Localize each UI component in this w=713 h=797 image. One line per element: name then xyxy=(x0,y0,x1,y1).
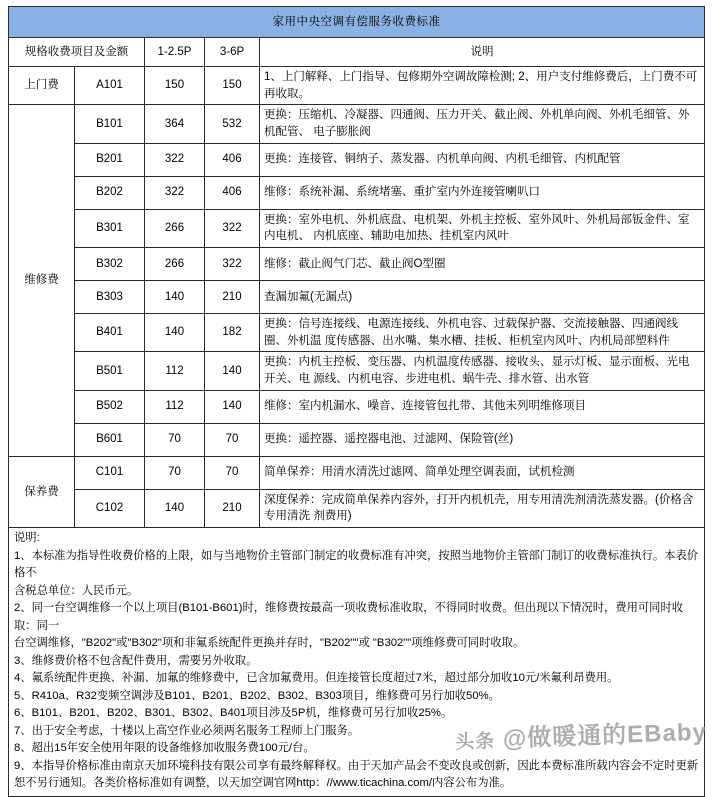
watermark-handle: @做暖通的EBaby xyxy=(502,718,708,753)
item-code: B601 xyxy=(75,423,145,456)
note-line-1: 2、同一台空调维修一个以上项目(B101-B601)时，维修费按最高一项收费标准收取，不得同时收费。但出现以下情况时，费用可同时收取：同一 xyxy=(14,602,684,632)
desc-line-1: 1、上门解释、上门指导、包修期外空调故障检测; xyxy=(264,71,516,83)
note-item xyxy=(14,758,699,793)
price-small: 322 xyxy=(145,176,205,209)
item-code: B401 xyxy=(75,314,145,352)
group-label-maintenance-fee: 保养费 xyxy=(9,456,75,527)
column-header-spec: 规格收费项目及金额 xyxy=(9,38,145,67)
price-small: 150 xyxy=(145,67,205,105)
price-small: 70 xyxy=(145,456,205,489)
table-row xyxy=(9,105,705,143)
table-title-row xyxy=(9,7,705,38)
item-description: 维修：截止阀气门芯、截止阀O型圈 xyxy=(260,248,705,281)
notes-section xyxy=(8,528,705,797)
item-code: B101 xyxy=(75,105,145,143)
group-label-repair-fee: 维修费 xyxy=(9,105,75,456)
item-description: 查漏加氟(无漏点) xyxy=(260,281,705,314)
desc-line-1: 深度保养：完成简单保养内容外，打开内机机壳，用专用清洗剂清洗蒸发器。(价格含专用清洗 xyxy=(264,493,694,523)
price-large: 322 xyxy=(205,248,260,281)
item-code: B301 xyxy=(75,209,145,247)
price-large: 182 xyxy=(205,314,260,352)
note-line-2: 含税总单位：人民币元。 xyxy=(14,584,139,597)
item-description xyxy=(260,209,705,247)
note-item: 4、氟系统配件更换、补漏、加氟的维修费中，已含加氟费用。但连接管长度超过7米，超过部分加收10元/米氟利昂费用。 xyxy=(14,672,619,685)
table-row xyxy=(9,143,705,176)
table-row xyxy=(9,67,705,105)
column-header-1-2p5p: 1-2.5P xyxy=(145,38,205,67)
item-description: 维修：室内机漏水、噪音、连接管包扎带、其他未列明维修项目 xyxy=(260,390,705,423)
item-code: C102 xyxy=(75,489,145,527)
price-large: 70 xyxy=(205,423,260,456)
price-small: 140 xyxy=(145,489,205,527)
notes-heading: 说明: xyxy=(14,532,40,545)
desc-line-1: 更换：室外电机、外机底盘、电机架、外机主控板、室外风叶、外机局部钣金件、室内电机、 xyxy=(264,213,690,243)
desc-line-2: 电子膨胀阀 xyxy=(313,126,371,139)
desc-line-1: 更换：压缩机、冷凝器、四通阀、压力开关、截止阀、外机单向阀、外机毛细管、外机配管、 xyxy=(264,109,690,139)
note-item: 8、超出15年安全使用年限的设备维修加收服务费100元/台。 xyxy=(14,742,315,755)
note-item xyxy=(14,548,699,601)
note-item: 7、出于安全考虑，十楼以上高空作业必须两名服务工程师上门服务。 xyxy=(14,724,360,737)
price-large: 140 xyxy=(205,352,260,390)
price-small: 70 xyxy=(145,423,205,456)
desc-line-1: 更换：信号连接线、电源连接线、外机电容、过载保护器、交流接触器、四通阀线圈、外机温 xyxy=(264,318,678,347)
item-code: B201 xyxy=(75,143,145,176)
item-description: 维修：系统补漏、系统堵塞、重扩室内外连接管喇叭口 xyxy=(260,176,705,209)
price-large: 532 xyxy=(205,105,260,143)
table-row xyxy=(9,456,705,489)
price-small: 322 xyxy=(145,143,205,176)
price-large: 406 xyxy=(205,143,260,176)
table-row xyxy=(9,314,705,352)
price-small: 266 xyxy=(145,248,205,281)
group-label-visit-fee: 上门费 xyxy=(9,67,75,105)
table-row xyxy=(9,352,705,390)
table-row xyxy=(9,176,705,209)
price-large: 406 xyxy=(205,176,260,209)
price-small: 112 xyxy=(145,390,205,423)
price-small: 140 xyxy=(145,314,205,352)
desc-line-2: 内机底座、辅助电加热、挂机室内风叶 xyxy=(313,230,509,243)
item-description: 更换：连接管、铜纳子、蒸发器、内机单向阀、内机毛细管、内机配管 xyxy=(260,143,705,176)
price-large: 322 xyxy=(205,209,260,247)
table-row xyxy=(9,423,705,456)
table-row xyxy=(9,281,705,314)
column-header-description: 说明 xyxy=(260,38,705,67)
note-line-2: 恕不另行通知。各类价格标准如有调整，以天加空调官网http：//www.ticachina.com/内容公布为准。 xyxy=(14,777,512,790)
note-item: 5、R410a、R32变频空调涉及B101、B201、B202、B302、B303项目，维修费可另行加收50%。 xyxy=(14,689,500,702)
price-large: 210 xyxy=(205,489,260,527)
desc-line-1: 更换：内机主控板、变压器、内机温度传感器、接收头、显示灯板、显示面板、光电开关、电 xyxy=(264,356,690,386)
price-large: 150 xyxy=(205,67,260,105)
desc-line-2: 2、用户支付维修费后，上门费不可再收取。 xyxy=(264,71,698,100)
table-header-row xyxy=(9,38,705,67)
note-item: 6、B101、B201、B202、B301、B302、B401项目涉及5P机，维修费可另行加收25%。 xyxy=(14,707,453,720)
desc-line-2: 剂费用) xyxy=(313,510,352,523)
item-description: 简单保养：用清水清洗过滤网、简单处理空调表面，试机检测 xyxy=(260,456,705,489)
item-description: 更换：遥控器、遥控器电池、过滤网、保险管(丝) xyxy=(260,423,705,456)
table-row xyxy=(9,209,705,247)
page-title: 家用中央空调有偿服务收费标准 xyxy=(9,7,705,38)
price-large: 210 xyxy=(205,281,260,314)
note-item xyxy=(14,600,699,653)
note-line-1: 9、本指导价格标准由南京天加环境科技有限公司享有最终解释权。由于天加产品会不变改良或创新，因此本费标准所载内容会不定时更新 xyxy=(14,759,699,772)
table-row xyxy=(9,390,705,423)
item-code: B501 xyxy=(75,352,145,390)
price-large: 140 xyxy=(205,390,260,423)
item-code: B303 xyxy=(75,281,145,314)
note-line-1: 1、本标准为指导性收费价格的上限，如与当地物价主管部门制定的收费标准有冲突，按照当地物价主管部门制订的收费标准执行。本表价格不 xyxy=(14,549,699,580)
item-code: B202 xyxy=(75,176,145,209)
table-row xyxy=(9,248,705,281)
column-header-3-6p: 3-6P xyxy=(205,38,260,67)
desc-line-2: 度传感器、出水嘴、集水槽、挂板、柜机室内风叶、内机局部塑料件 xyxy=(324,334,670,347)
price-large: 70 xyxy=(205,456,260,489)
price-small: 364 xyxy=(145,105,205,143)
item-description xyxy=(260,67,705,105)
item-description xyxy=(260,105,705,143)
price-small: 112 xyxy=(145,352,205,390)
price-small: 140 xyxy=(145,281,205,314)
price-small: 266 xyxy=(145,209,205,247)
note-line-2: 台空调维修，"B202"或"B302"项和非氟系统配件更换并存时，"B202""或 "B302""项维修费可同时收取。 xyxy=(14,637,525,650)
note-item: 3、维修费价格不包含配件费用，需要另外收取。 xyxy=(14,654,258,667)
item-code: C101 xyxy=(75,456,145,489)
item-code: B502 xyxy=(75,390,145,423)
fee-table xyxy=(8,6,705,528)
item-code: A101 xyxy=(75,67,145,105)
item-description xyxy=(260,314,705,352)
item-description xyxy=(260,489,705,527)
table-row xyxy=(9,489,705,527)
item-code: B302 xyxy=(75,248,145,281)
watermark-platform: 头条 xyxy=(455,731,496,754)
desc-line-2: 源线、内机电容、步进电机、蜗牛壳、排水管、出水管 xyxy=(313,373,590,386)
item-description xyxy=(260,352,705,390)
